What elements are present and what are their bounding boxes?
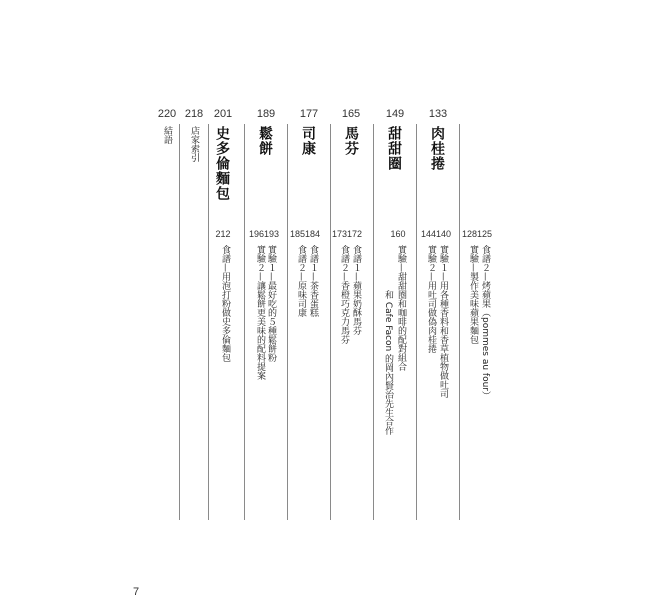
column-rule <box>287 124 288 520</box>
subsection-entry: 實驗１—最好吃的５種鬆餅粉 <box>266 245 276 362</box>
subsection-entry: 食譜—用泡打粉做史多倫麵包 <box>220 245 230 362</box>
subsection-entry: 實驗—甜甜圈和咖啡的配對組合 <box>396 245 406 371</box>
subsection-page-numbers: 212 <box>215 229 231 239</box>
chapter-page-number: 220 <box>157 108 177 120</box>
subsection-entry: 食譜２—原味司康 <box>296 245 306 317</box>
chapter-page-number: 165 <box>341 108 361 120</box>
column-rule <box>330 124 331 520</box>
subsection-page-numbers: 144140 <box>420 229 452 239</box>
subsection-page-numbers: 173172 <box>331 229 363 239</box>
column-rule <box>416 124 417 520</box>
chapter-page-number: 149 <box>385 108 405 120</box>
column-rule <box>244 124 245 520</box>
subsection-page-numbers: 185184 <box>289 229 321 239</box>
subsection-page-numbers: 160 <box>390 229 406 239</box>
chapter-title: 史多倫麵包 <box>214 126 230 201</box>
column-rule <box>459 124 460 520</box>
chapter-title: 司康 <box>300 126 316 156</box>
chapter-page-number: 133 <box>428 108 448 120</box>
page-number: 7 <box>133 586 140 598</box>
chapter-page-number: 189 <box>256 108 276 120</box>
chapter-title: 甜甜圈 <box>386 126 402 171</box>
subsection-entry: 實驗１—用各種香料和香草植物做吐司 <box>438 245 448 398</box>
subsection-entry: 和 Cafe Facon 的岡內賢治先生合作 <box>383 290 393 436</box>
subsection-entry: 實驗—製作美味蘋果麵包 <box>468 245 478 344</box>
chapter-page-number: 218 <box>184 108 204 120</box>
subsection-page-numbers: 196193 <box>248 229 280 239</box>
column-rule <box>208 124 209 520</box>
chapter-title: 馬芬 <box>343 126 359 156</box>
subsection-page-numbers: 128125 <box>461 229 493 239</box>
chapter-title: 店家索引 <box>189 126 199 162</box>
column-rule <box>373 124 374 520</box>
chapter-title: 肉桂捲 <box>429 126 445 171</box>
subsection-entry: 實驗２—用吐司做偽肉桂捲 <box>426 245 436 353</box>
subsection-entry: 食譜１—茶香蛋糕 <box>308 245 318 317</box>
subsection-entry: 食譜１—蘋果奶酥馬芬 <box>351 245 361 335</box>
subsection-entry: 實驗２—讓鬆餅更美味的配料提案 <box>255 245 265 380</box>
chapter-title: 結語 <box>162 126 172 144</box>
chapter-page-number: 201 <box>213 108 233 120</box>
column-rule <box>179 124 180 520</box>
subsection-entry: 食譜２—烤蘋果（pommes au four） <box>480 245 490 400</box>
subsection-entry: 食譜２—香橙巧克力馬芬 <box>339 245 349 344</box>
chapter-page-number: 177 <box>299 108 319 120</box>
chapter-title: 鬆餅 <box>257 126 273 156</box>
